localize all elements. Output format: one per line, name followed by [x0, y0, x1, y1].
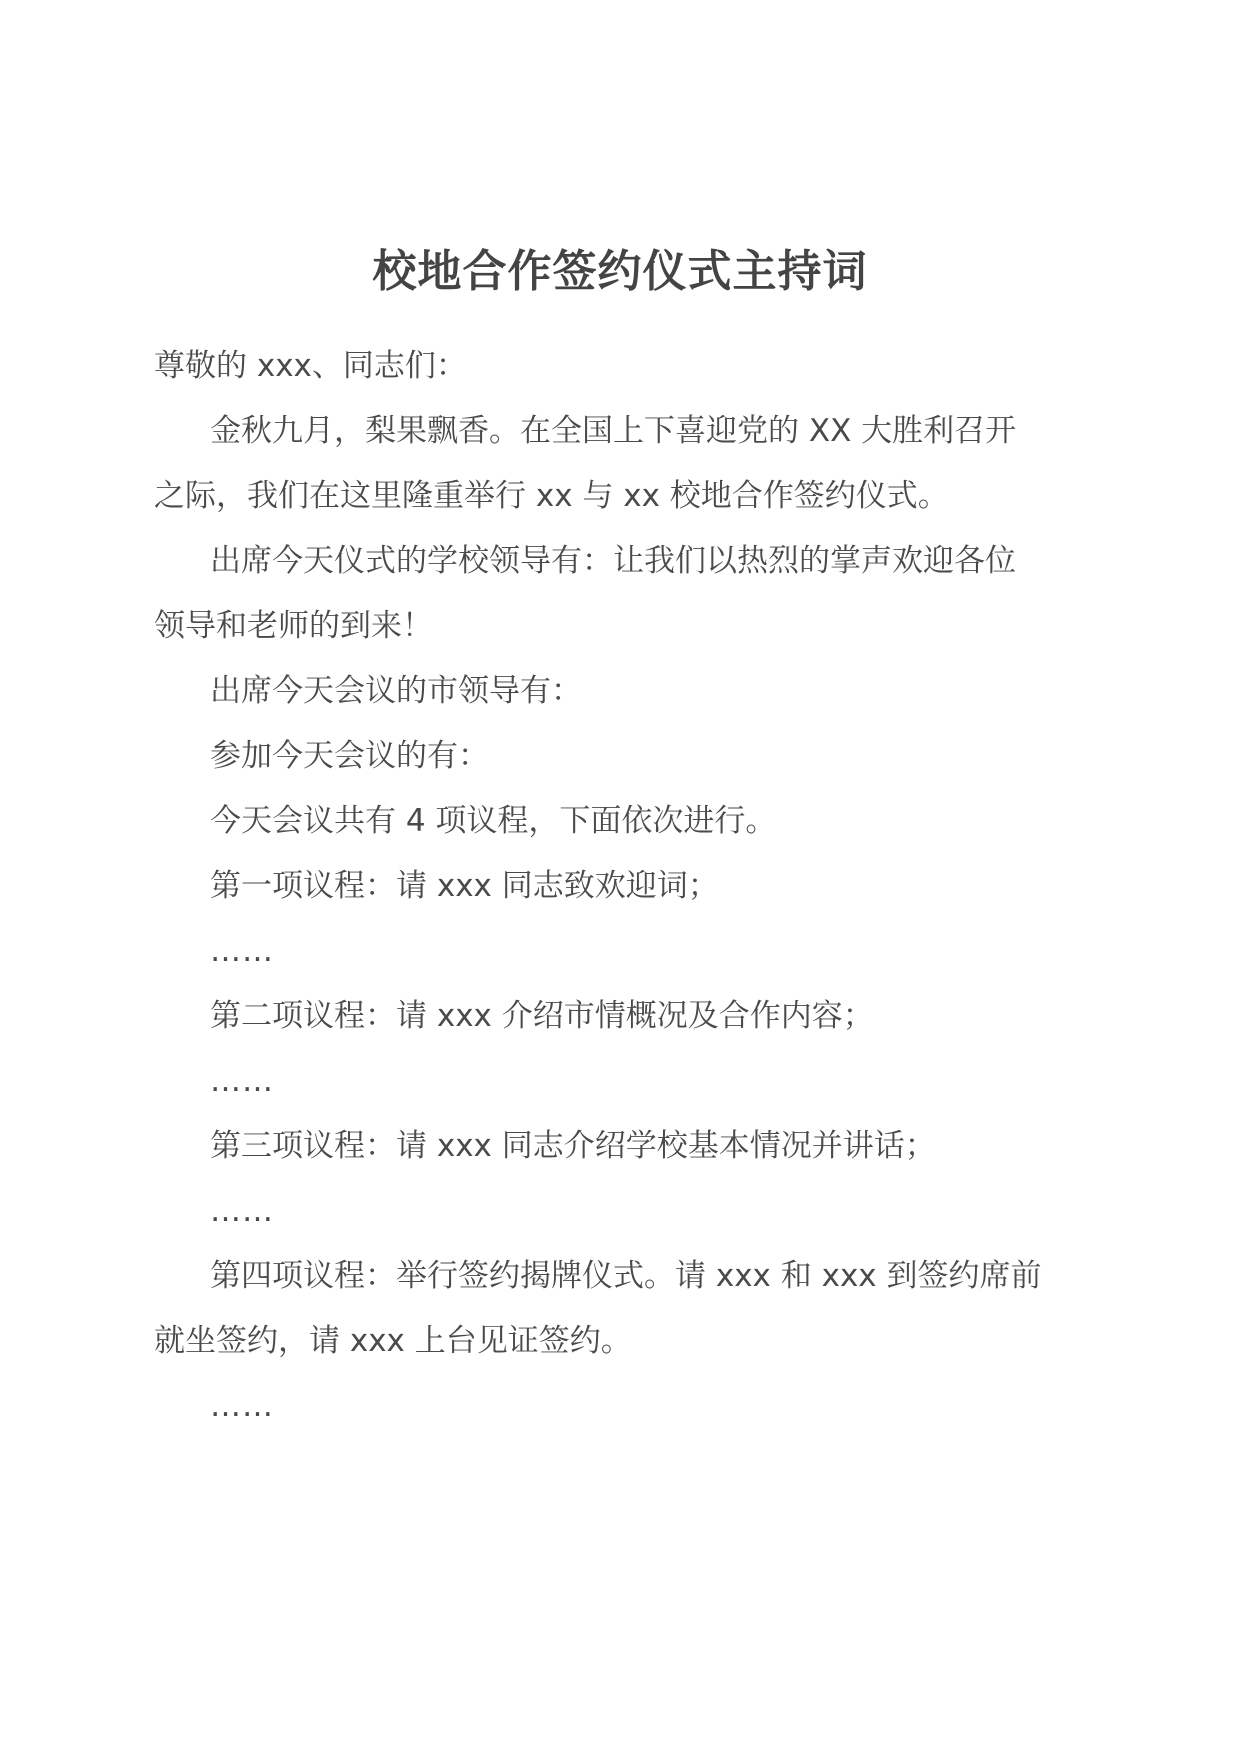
document-title: 校地合作签约仪式主持词 [372, 246, 868, 297]
agenda-item-4-line1: 第四项议程：举行签约揭牌仪式。请 xxx 和 xxx 到签约席前 [210, 1258, 1042, 1294]
agenda-item-4-ellipsis: …… [210, 1388, 274, 1424]
agenda-item-3: 第三项议程：请 xxx 同志介绍学校基本情况并讲话； [210, 1128, 936, 1164]
paragraph-agenda-intro: 今天会议共有 4 项议程，下面依次进行。 [210, 803, 777, 839]
paragraph-school-leaders-line1: 出席今天仪式的学校领导有：让我们以热烈的掌声欢迎各位 [210, 543, 1016, 579]
paragraph-city-leaders: 出席今天会议的市领导有： [210, 673, 582, 709]
agenda-item-1-ellipsis: …… [210, 933, 274, 969]
agenda-item-4-line2: 就坐签约，请 xxx 上台见证签约。 [154, 1323, 632, 1359]
paragraph-school-leaders-line2: 领导和老师的到来！ [154, 608, 433, 644]
agenda-item-1: 第一项议程：请 xxx 同志致欢迎词； [210, 868, 719, 904]
document-body [154, 334, 1098, 1439]
greeting: 尊敬的 xxx、同志们： [154, 348, 467, 384]
agenda-item-2-ellipsis: …… [210, 1063, 274, 1099]
agenda-item-2: 第二项议程：请 xxx 介绍市情概况及合作内容； [210, 998, 874, 1034]
paragraph-opening-line2: 之际，我们在这里隆重举行 xx 与 xx 校地合作签约仪式。 [154, 478, 949, 514]
agenda-item-3-ellipsis: …… [210, 1193, 274, 1229]
paragraph-other-attendees: 参加今天会议的有： [210, 738, 489, 774]
paragraph-opening-line1: 金秋九月，梨果飘香。在全国上下喜迎党的 XX 大胜利召开 [210, 413, 1017, 449]
